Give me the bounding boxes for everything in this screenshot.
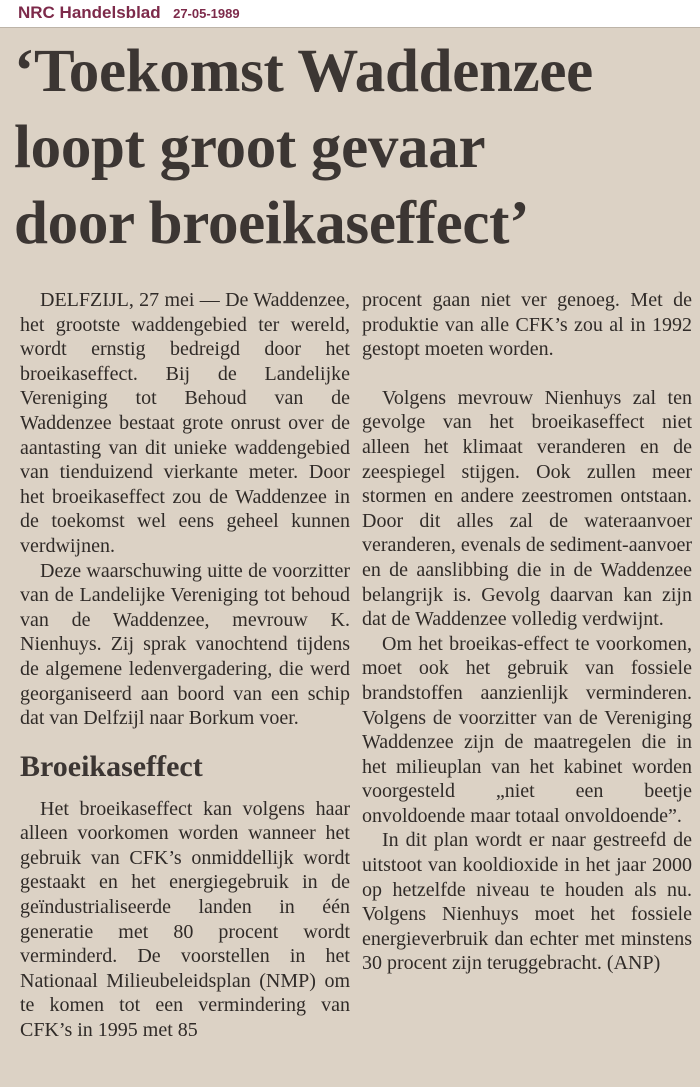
- article-paragraph: Het broeikaseffect kan volgens haar alleen voorkomen worden wanneer het gebruik van CFK’s onmiddellijk wordt gestaakt en het energiegebruik in de geïndustrialiseerde landen in één generatie met 80 procent wordt verminderd. De voorstellen in het Nationaal Milieubeleidsplan (NMP) om te komen tot een vermindering van CFK’s in 1995 met 85: [20, 797, 350, 1042]
- article-paragraph: Volgens mevrouw Nienhuys zal ten gevolge van het broeikaseffect niet alleen het klimaat veranderen en de zeespiegel stijgen. Ook zullen meer stormen en andere zeestromen ontstaan. Door dit alles zal de wateraanvoer veranderen, evenals de sediment-aanvoer en de aanslibbing die in de Waddenzee belangrijk is. Gevolg daarvan kan zijn dat de Waddenzee volledig verdwijnt.: [362, 386, 692, 631]
- headline-line: door broeikaseffect’: [14, 190, 530, 257]
- article-paragraph: In dit plan wordt er naar gestreefd de uitstoot van kooldioxide in het jaar 2000 op hetzelfde niveau te houden als nu. Volgens Nienhuys moet het fossiele energieverbruik dan echter met minstens 30 procent zijn teruggebracht. (ANP): [362, 829, 692, 975]
- headline-line: ‘Toekomst Waddenzee: [14, 38, 593, 105]
- masthead-bar: [0, 0, 700, 28]
- article-paragraph: Deze waarschuwing uitte de voorzitter van de Landelijke Vereniging tot behoud van de Waddenzee, mevrouw K. Nienhuys. Zij sprak vanochtend tijdens de algemene ledenvergadering, die werd georganiseerd aan boord van een schip dat van Delfzijl naar Borkum voer.: [20, 559, 350, 730]
- article-paragraph: Om het broeikas-effect te voorkomen, moet ook het gebruik van fossiele brandstoffen aanzienlijk verminderen. Volgens de voorzitter van de Vereniging Waddenzee zijn de maatregelen die in het milieuplan van het kabinet worden voorgesteld „niet een beetje onvoldoende maar totaal onvoldoende”.: [362, 632, 692, 827]
- article-paragraph: procent gaan niet ver genoeg. Met de produktie van alle CFK’s zou al in 1992 gestopt moeten worden.: [362, 289, 692, 361]
- publication-date: 27-05-1989: [173, 6, 240, 21]
- article-headline: [14, 34, 694, 262]
- headline-line: loopt groot gevaar: [14, 114, 486, 181]
- article-subheading: Broeikaseffect: [20, 749, 203, 783]
- article-paragraph: DELFZIJL, 27 mei — De Waddenzee, het grootste waddengebied ter wereld, wordt ernstig bedreigd door het broeikaseffect. Bij de Landelijke Vereniging tot Behoud van de Waddenzee bestaat grote onrust over de aantasting van dit unieke waddengebied van tienduizend vierkante meter. Door het broeikaseffect zou de Waddenzee in de toekomst wel eens geheel kunnen verdwijnen.: [20, 289, 350, 557]
- publication-name: NRC Handelsblad: [18, 3, 161, 22]
- article-column-left: [20, 288, 350, 1043]
- article-column-right: [362, 288, 692, 976]
